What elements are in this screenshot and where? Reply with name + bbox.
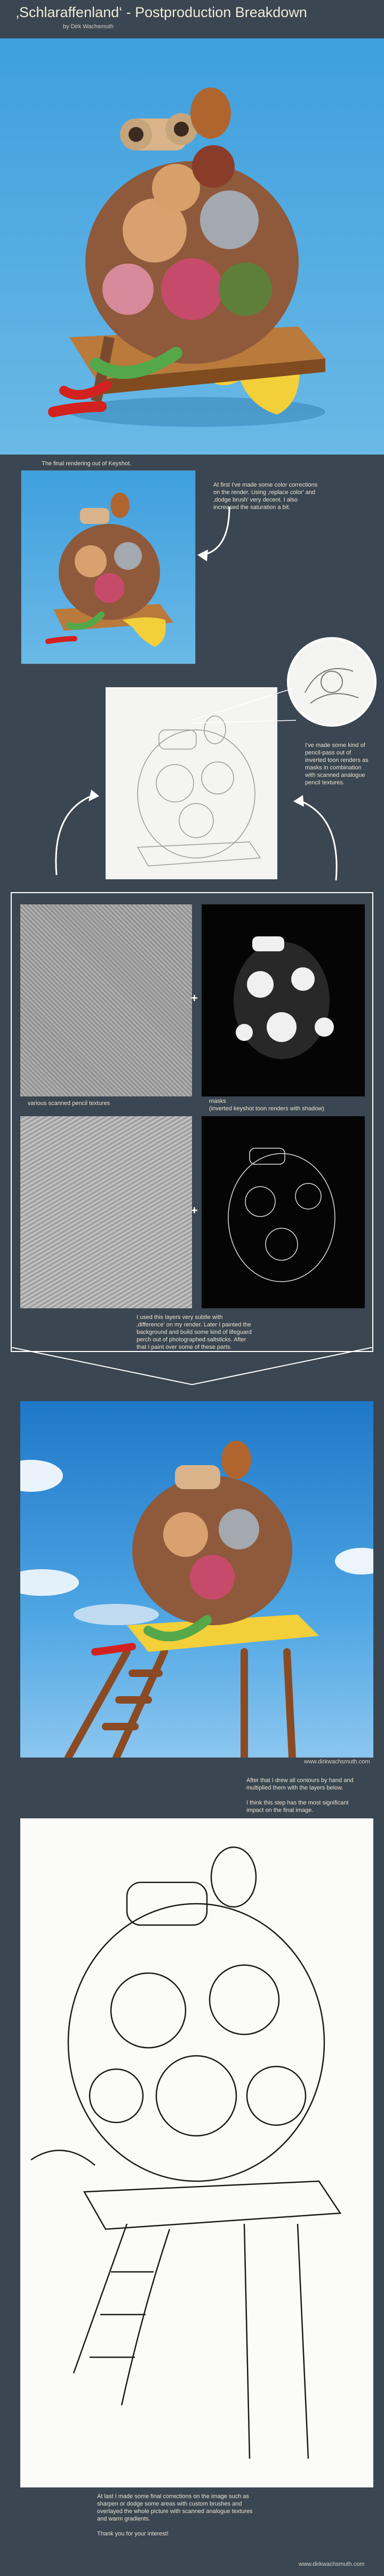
plus-operator-2: +	[191, 1204, 198, 1217]
down-chevron-arrow	[11, 1347, 373, 1390]
hero-render-image	[0, 38, 384, 455]
note-thanks: Thank you for your interest!	[97, 2531, 169, 2537]
arrow-left-curve	[41, 790, 99, 886]
note-contours: After that I drew all contours by hand and multiplied them with the layers below.	[246, 1777, 354, 1791]
note-final-render: The final rendering out of Keyshot.	[42, 460, 132, 467]
caption-pencil-textures: various scanned pencil textures	[28, 1100, 110, 1107]
line-art-image	[20, 1818, 373, 2487]
pencil-detail-zoom	[289, 639, 374, 725]
pencil-texture-1	[20, 904, 192, 1096]
watermark-url-bottom: www.dirkwachsmuth.com	[299, 2561, 365, 2567]
arrow-right-curve	[293, 795, 352, 886]
mask-image-2	[202, 1116, 365, 1308]
mask-image-1	[202, 904, 365, 1096]
zoom-connector-lines	[192, 683, 299, 726]
caption-masks: masks	[209, 1098, 226, 1104]
plus-operator-1: +	[191, 991, 198, 1005]
keyshot-render-thumbnail	[21, 471, 195, 664]
page-title: ‚Schlaraffenland‘ - Postproduction Breakdown	[16, 4, 307, 20]
food-tower-illustration	[0, 38, 384, 455]
note-pencil-pass: I've made some kind of pencil-pass out of inverted toon renders as masks in combination with scanned analogue pencil textures.	[305, 742, 369, 786]
note-color-corrections: At first I've made some color corrections on the render. Using ‚replace color' and ‚dodge brush' very decent. I also increased the saturation a bit.	[213, 482, 318, 511]
caption-masks-detail: (inverted keyshot toon renders with shadow)	[209, 1106, 324, 1112]
note-significant: I think this step has the most significant impact on the final image.	[246, 1800, 349, 1814]
watermark-url-top: www.dirkwachsmuth.com	[304, 1759, 370, 1765]
note-final-corrections: At last I made some final corrections on the image such as sharpen or dodge some areas with custom brushes and overlayed the whole picture with scanned analogue textures and warm gradients.	[97, 2493, 253, 2522]
note-subtle-layers: I used this layers very subtle with ‚difference' on my render. Later I painted the background and build some kind of lifeguard perch out of photographed saltsticks. After that I paint over some of these parts.	[137, 1314, 252, 1350]
author-byline: by Dirk Wachsmuth	[63, 23, 114, 30]
background-perch-image	[20, 1401, 373, 1758]
pencil-texture-2	[20, 1116, 192, 1308]
